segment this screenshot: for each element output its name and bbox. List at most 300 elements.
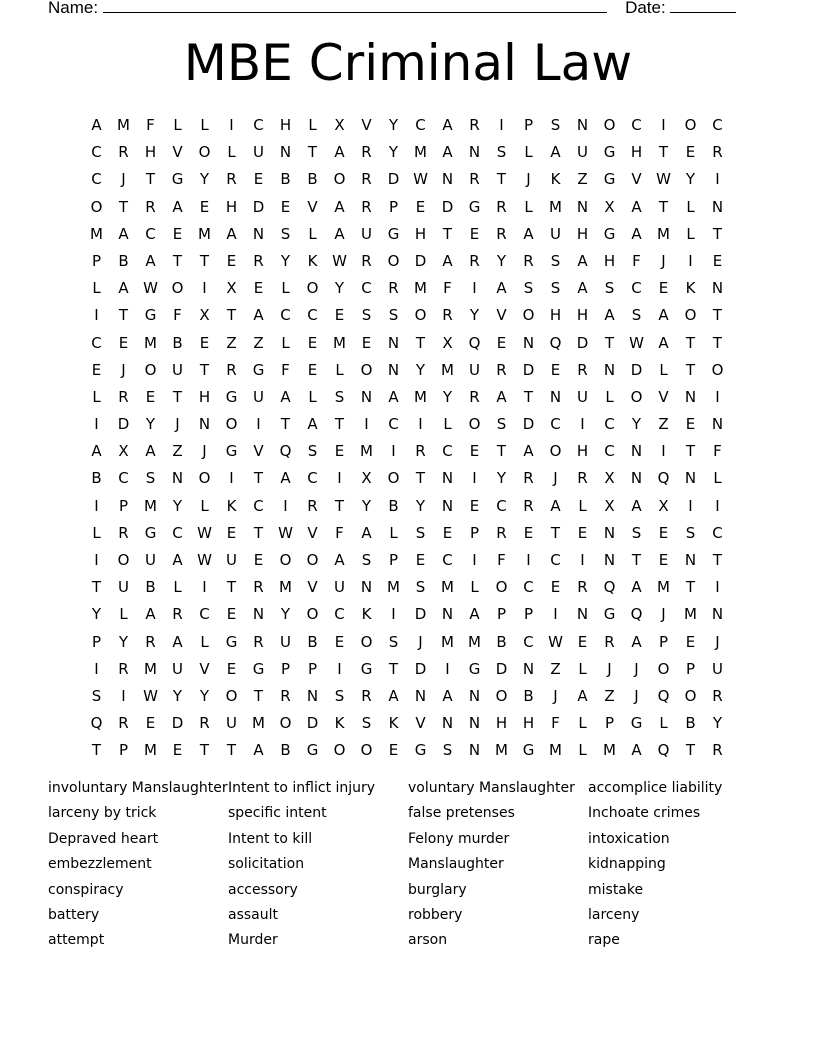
grid-letter[interactable]: N [441,496,454,515]
grid-letter[interactable]: Y [280,251,291,270]
grid-letter[interactable]: J [553,686,558,705]
grid-letter[interactable]: Z [577,170,588,189]
grid-letter[interactable]: G [225,442,238,461]
grid-letter[interactable]: O [333,170,346,189]
grid-letter[interactable]: I [94,415,99,434]
grid-letter[interactable]: D [495,659,508,678]
grid-letter[interactable]: H [630,143,643,162]
grid-letter[interactable]: P [685,659,696,678]
grid-letter[interactable]: V [496,306,507,325]
grid-letter[interactable]: I [580,415,585,434]
grid-letter[interactable]: U [577,143,588,162]
grid-letter[interactable]: N [171,469,184,488]
grid-letter[interactable]: V [658,387,669,406]
grid-letter[interactable]: M [252,714,265,733]
grid-letter[interactable]: S [307,442,318,461]
grid-letter[interactable]: Y [415,496,426,515]
grid-letter[interactable]: H [144,143,157,162]
grid-letter[interactable]: E [550,578,561,597]
grid-letter[interactable]: A [280,387,291,406]
grid-letter[interactable]: T [685,442,696,461]
grid-letter[interactable]: I [391,605,396,624]
grid-letter[interactable]: T [280,415,291,434]
grid-letter[interactable]: M [144,496,157,515]
grid-letter[interactable]: E [334,632,345,651]
grid-letter[interactable]: E [523,523,534,542]
grid-letter[interactable]: I [256,415,261,434]
grid-letter[interactable]: L [200,632,209,651]
grid-letter[interactable]: L [524,197,533,216]
grid-letter[interactable]: E [577,523,588,542]
grid-letter[interactable]: E [280,197,291,216]
grid-letter[interactable]: T [496,170,507,189]
grid-letter[interactable]: I [94,551,99,569]
grid-letter[interactable]: M [414,279,427,298]
grid-letter[interactable]: T [685,578,696,597]
grid-letter[interactable]: N [252,605,265,624]
grid-letter[interactable]: P [118,741,129,760]
grid-letter[interactable]: M [468,632,481,651]
grid-letter[interactable]: T [226,578,237,597]
grid-letter[interactable]: Z [253,333,264,352]
grid-letter[interactable]: T [388,659,399,678]
grid-letter[interactable]: M [90,224,103,243]
grid-letter[interactable]: N [387,333,400,352]
grid-letter[interactable]: J [715,632,720,651]
grid-letter[interactable]: J [553,469,558,488]
grid-letter[interactable]: T [226,306,237,325]
grid-letter[interactable]: Q [657,741,670,760]
grid-letter[interactable]: Y [334,279,345,298]
grid-letter[interactable]: A [523,224,534,243]
grid-letter[interactable]: C [253,116,264,134]
grid-letter[interactable]: M [603,741,616,760]
grid-letter[interactable]: O [171,279,184,298]
grid-letter[interactable]: C [442,442,453,461]
grid-letter[interactable]: A [253,741,264,760]
grid-letter[interactable]: E [226,605,237,624]
grid-letter[interactable]: W [413,170,428,189]
grid-letter[interactable]: L [308,116,317,134]
grid-letter[interactable]: S [550,116,561,134]
grid-letter[interactable]: E [442,523,453,542]
grid-letter[interactable]: R [577,469,588,488]
grid-letter[interactable]: L [659,360,668,379]
grid-letter[interactable]: W [197,551,212,569]
grid-letter[interactable]: G [468,659,481,678]
grid-letter[interactable]: L [227,143,236,162]
grid-letter[interactable]: F [443,279,452,298]
grid-letter[interactable]: G [603,143,616,162]
grid-letter[interactable]: T [415,333,426,352]
grid-letter[interactable]: H [495,714,508,733]
grid-letter[interactable]: T [658,197,669,216]
grid-letter[interactable]: T [415,469,426,488]
grid-letter[interactable]: C [199,605,210,624]
grid-letter[interactable]: N [360,578,373,597]
grid-letter[interactable]: A [442,251,453,270]
grid-letter[interactable]: A [442,116,453,134]
grid-letter[interactable]: J [121,360,126,379]
grid-letter[interactable]: F [335,523,344,542]
grid-letter[interactable]: A [631,224,642,243]
grid-letter[interactable]: O [603,116,616,134]
grid-letter[interactable]: X [604,496,615,515]
grid-letter[interactable]: P [91,632,102,651]
grid-letter[interactable]: B [91,469,102,488]
grid-letter[interactable]: S [388,632,399,651]
grid-letter[interactable]: Y [388,143,399,162]
grid-letter[interactable]: E [577,632,588,651]
grid-letter[interactable]: N [279,143,292,162]
grid-letter[interactable]: H [414,224,427,243]
grid-letter[interactable]: S [361,714,372,733]
grid-letter[interactable]: L [605,387,614,406]
grid-letter[interactable]: M [441,632,454,651]
grid-letter[interactable]: L [659,714,668,733]
grid-letter[interactable]: I [337,469,342,488]
grid-letter[interactable]: N [684,387,697,406]
grid-letter[interactable]: T [253,469,264,488]
grid-letter[interactable]: A [334,224,345,243]
grid-letter[interactable]: W [143,686,158,705]
grid-letter[interactable]: P [604,714,615,733]
grid-letter[interactable]: B [172,333,183,352]
grid-letter[interactable]: O [684,686,697,705]
grid-letter[interactable]: A [118,279,129,298]
grid-letter[interactable]: A [631,197,642,216]
grid-letter[interactable]: P [91,251,102,270]
grid-letter[interactable]: L [173,578,182,597]
grid-letter[interactable]: T [118,197,129,216]
grid-letter[interactable]: I [526,551,531,569]
grid-letter[interactable]: X [442,333,453,352]
grid-letter[interactable]: A [550,496,561,515]
grid-letter[interactable]: F [713,442,722,461]
grid-letter[interactable]: E [334,306,345,325]
grid-letter[interactable]: E [307,360,318,379]
grid-letter[interactable]: B [496,632,507,651]
grid-letter[interactable]: L [578,714,587,733]
grid-letter[interactable]: R [226,360,237,379]
grid-letter[interactable]: I [94,496,99,515]
grid-letter[interactable]: E [226,659,237,678]
grid-letter[interactable]: C [253,496,264,515]
grid-letter[interactable]: N [306,686,319,705]
grid-letter[interactable]: C [118,469,129,488]
grid-letter[interactable]: A [91,442,102,461]
grid-letter[interactable]: T [199,360,210,379]
grid-letter[interactable]: U [550,224,561,243]
grid-letter[interactable]: A [442,686,453,705]
grid-letter[interactable]: X [658,496,669,515]
grid-letter[interactable]: X [334,116,345,134]
grid-letter[interactable]: T [253,523,264,542]
grid-letter[interactable]: P [523,605,534,624]
grid-letter[interactable]: R [496,224,507,243]
grid-letter[interactable]: Z [658,415,669,434]
grid-letter[interactable]: O [522,306,535,325]
grid-letter[interactable]: B [523,686,534,705]
grid-letter[interactable]: N [441,714,454,733]
grid-letter[interactable]: N [468,714,481,733]
grid-letter[interactable]: T [91,578,102,597]
grid-letter[interactable]: E [91,360,102,379]
grid-letter[interactable]: Q [603,578,616,597]
grid-letter[interactable]: A [334,551,345,569]
grid-letter[interactable]: A [469,605,480,624]
grid-letter[interactable]: I [472,279,477,298]
grid-letter[interactable]: U [361,224,372,243]
grid-letter[interactable]: N [603,360,616,379]
grid-letter[interactable]: Y [388,116,399,134]
grid-letter[interactable]: R [712,143,723,162]
grid-letter[interactable]: Q [549,333,562,352]
grid-letter[interactable]: A [523,442,534,461]
grid-letter[interactable]: U [334,578,345,597]
grid-letter[interactable]: M [387,578,400,597]
grid-letter[interactable]: D [522,360,535,379]
grid-letter[interactable]: O [225,415,238,434]
grid-letter[interactable]: R [172,605,183,624]
grid-letter[interactable]: T [118,306,129,325]
grid-letter[interactable]: O [144,360,157,379]
grid-letter[interactable]: M [414,387,427,406]
grid-letter[interactable]: P [523,116,534,134]
grid-letter[interactable]: A [631,632,642,651]
grid-letter[interactable]: L [443,415,452,434]
grid-letter[interactable]: I [715,170,720,189]
grid-letter[interactable]: W [278,523,293,542]
grid-letter[interactable]: B [280,170,291,189]
grid-letter[interactable]: I [472,469,477,488]
grid-letter[interactable]: C [388,415,399,434]
grid-letter[interactable]: N [549,387,562,406]
grid-letter[interactable]: A [145,251,156,270]
grid-letter[interactable]: G [144,306,157,325]
grid-letter[interactable]: P [280,659,291,678]
grid-letter[interactable]: T [145,170,156,189]
grid-letter[interactable]: O [387,251,400,270]
grid-letter[interactable]: R [226,170,237,189]
grid-letter[interactable]: Y [118,632,129,651]
grid-letter[interactable]: S [550,251,561,270]
grid-letter[interactable]: P [658,632,669,651]
grid-letter[interactable]: N [387,360,400,379]
grid-letter[interactable]: V [307,523,318,542]
grid-letter[interactable]: H [576,306,589,325]
grid-letter[interactable]: E [685,632,696,651]
grid-letter[interactable]: R [118,659,129,678]
grid-letter[interactable]: P [469,523,480,542]
grid-letter[interactable]: R [712,741,723,760]
grid-letter[interactable]: A [631,578,642,597]
grid-letter[interactable]: X [199,306,210,325]
grid-letter[interactable]: A [172,632,183,651]
grid-letter[interactable]: O [468,415,481,434]
grid-letter[interactable]: D [387,170,400,189]
grid-letter[interactable]: M [684,605,697,624]
grid-letter[interactable]: M [117,116,130,134]
grid-letter[interactable]: H [576,442,589,461]
grid-letter[interactable]: O [117,551,130,569]
grid-letter[interactable]: V [361,116,372,134]
grid-letter[interactable]: C [712,116,723,134]
grid-letter[interactable]: J [634,659,639,678]
grid-letter[interactable]: J [634,686,639,705]
grid-letter[interactable]: O [495,578,508,597]
grid-letter[interactable]: G [630,714,643,733]
grid-letter[interactable]: I [715,578,720,597]
grid-letter[interactable]: E [307,333,318,352]
grid-letter[interactable]: T [253,686,264,705]
grid-letter[interactable]: C [91,170,102,189]
grid-letter[interactable]: Y [712,714,723,733]
grid-letter[interactable]: I [391,442,396,461]
grid-letter[interactable]: I [688,496,693,515]
grid-letter[interactable]: T [91,741,102,760]
grid-letter[interactable]: R [118,387,129,406]
grid-letter[interactable]: C [91,333,102,352]
grid-letter[interactable]: O [198,143,211,162]
grid-letter[interactable]: C [91,143,102,162]
grid-letter[interactable]: E [712,251,723,270]
grid-letter[interactable]: V [307,578,318,597]
grid-letter[interactable]: S [496,415,507,434]
grid-letter[interactable]: H [198,387,211,406]
grid-letter[interactable]: D [414,251,427,270]
grid-letter[interactable]: O [657,659,670,678]
grid-letter[interactable]: O [198,469,211,488]
grid-letter[interactable]: O [711,360,724,379]
grid-letter[interactable]: A [388,387,399,406]
grid-letter[interactable]: F [146,116,155,134]
grid-letter[interactable]: V [199,659,210,678]
grid-letter[interactable]: G [360,659,373,678]
grid-letter[interactable]: Y [91,605,102,624]
grid-letter[interactable]: V [172,143,183,162]
grid-letter[interactable]: L [389,523,398,542]
grid-letter[interactable]: O [333,741,346,760]
grid-letter[interactable]: A [361,523,372,542]
grid-letter[interactable]: X [226,279,237,298]
grid-letter[interactable]: L [92,523,101,542]
grid-letter[interactable]: S [523,279,534,298]
grid-letter[interactable]: R [496,197,507,216]
grid-letter[interactable]: E [361,333,372,352]
grid-letter[interactable]: X [604,197,615,216]
grid-letter[interactable]: K [388,714,399,733]
grid-letter[interactable]: L [578,741,587,760]
grid-letter[interactable]: T [685,360,696,379]
grid-letter[interactable]: R [361,197,372,216]
grid-letter[interactable]: H [522,714,535,733]
grid-letter[interactable]: M [144,333,157,352]
grid-letter[interactable]: S [496,143,507,162]
grid-letter[interactable]: T [442,224,453,243]
grid-letter[interactable]: N [711,415,724,434]
grid-letter[interactable]: R [199,714,210,733]
grid-letter[interactable]: R [523,496,534,515]
grid-letter[interactable]: M [144,659,157,678]
grid-letter[interactable]: D [414,659,427,678]
grid-letter[interactable]: C [550,415,561,434]
grid-letter[interactable]: O [630,387,643,406]
grid-letter[interactable]: R [523,251,534,270]
grid-letter[interactable]: A [631,496,642,515]
grid-letter[interactable]: P [388,551,399,569]
grid-letter[interactable]: I [229,116,234,134]
grid-letter[interactable]: R [469,116,480,134]
grid-letter[interactable]: A [145,442,156,461]
grid-letter[interactable]: E [253,170,264,189]
grid-letter[interactable]: T [685,333,696,352]
grid-letter[interactable]: I [94,306,99,325]
grid-letter[interactable]: N [603,551,616,569]
grid-letter[interactable]: E [253,551,264,569]
grid-letter[interactable]: R [118,714,129,733]
grid-letter[interactable]: N [711,197,724,216]
grid-letter[interactable]: I [283,496,288,515]
grid-letter[interactable]: O [279,551,292,569]
grid-letter[interactable]: C [307,306,318,325]
grid-letter[interactable]: G [603,170,616,189]
grid-letter[interactable]: C [361,279,372,298]
grid-letter[interactable]: L [308,224,317,243]
grid-letter[interactable]: O [684,306,697,325]
grid-letter[interactable]: U [712,659,723,678]
grid-letter[interactable]: P [307,659,318,678]
grid-letter[interactable]: E [226,523,237,542]
grid-letter[interactable]: O [495,686,508,705]
grid-letter[interactable]: Y [631,415,642,434]
grid-letter[interactable]: J [202,442,207,461]
grid-letter[interactable]: O [360,741,373,760]
grid-letter[interactable]: C [415,116,426,134]
grid-letter[interactable]: O [90,197,103,216]
grid-letter[interactable]: E [469,442,480,461]
grid-letter[interactable]: Q [279,442,292,461]
grid-letter[interactable]: J [607,659,612,678]
grid-letter[interactable]: G [387,224,400,243]
grid-letter[interactable]: R [496,360,507,379]
grid-letter[interactable]: E [145,387,156,406]
grid-letter[interactable]: O [360,360,373,379]
grid-letter[interactable]: H [576,224,589,243]
grid-letter[interactable]: G [468,197,481,216]
grid-letter[interactable]: Q [630,605,643,624]
grid-letter[interactable]: Y [199,170,210,189]
grid-letter[interactable]: N [576,116,589,134]
grid-letter[interactable]: Y [172,496,183,515]
grid-letter[interactable]: T [550,523,561,542]
grid-letter[interactable]: L [119,605,128,624]
grid-letter[interactable]: M [144,741,157,760]
grid-letter[interactable]: T [307,143,318,162]
grid-letter[interactable]: A [118,224,129,243]
grid-letter[interactable]: A [226,224,237,243]
grid-letter[interactable]: T [712,333,723,352]
grid-letter[interactable]: M [549,741,562,760]
grid-letter[interactable]: D [117,415,130,434]
grid-letter[interactable]: C [145,224,156,243]
grid-letter[interactable]: E [253,279,264,298]
grid-letter[interactable]: I [94,659,99,678]
grid-letter[interactable]: W [332,251,347,270]
grid-letter[interactable]: S [334,686,345,705]
grid-letter[interactable]: A [658,306,669,325]
grid-letter[interactable]: I [661,442,666,461]
